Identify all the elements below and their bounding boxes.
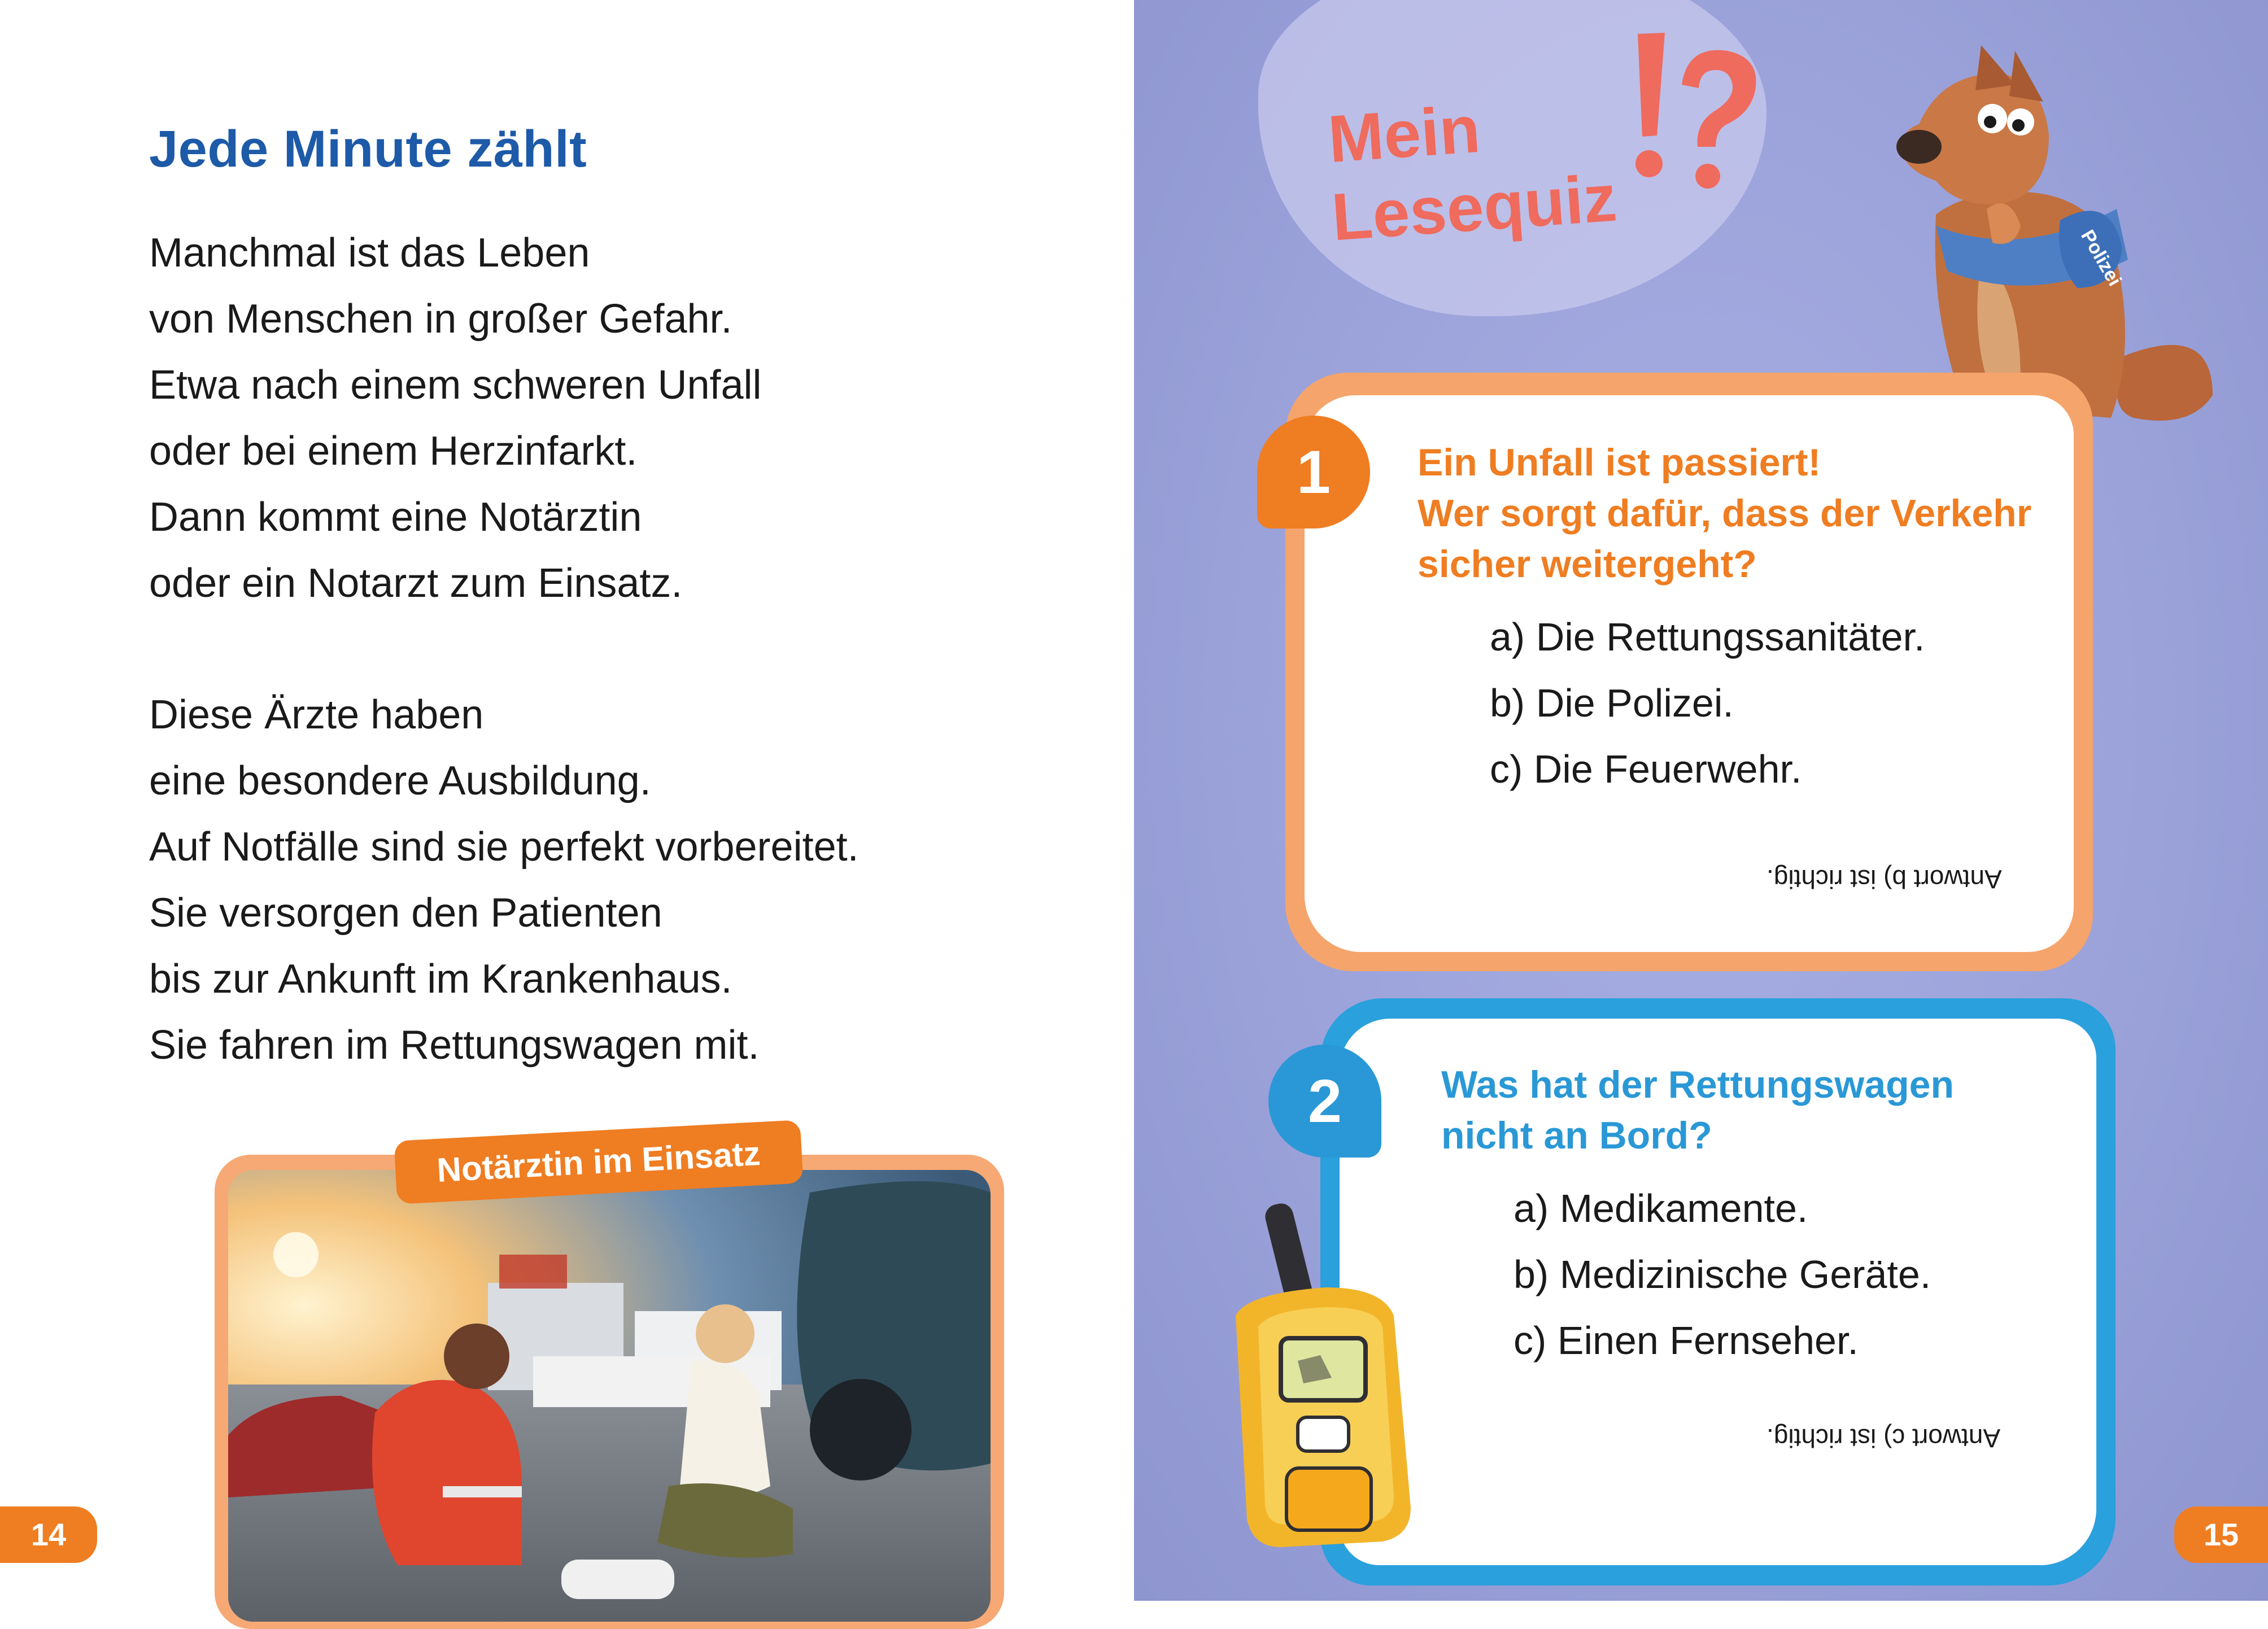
answer-option-a: a) Medikamente. xyxy=(1514,1186,1808,1230)
quiz-heading-line-1: Mein xyxy=(1325,91,1483,177)
text-line: Sie versorgen den Patienten xyxy=(149,890,662,936)
question-line: Ein Unfall ist passiert! xyxy=(1418,441,1821,484)
answer-option-b: b) Die Polizei. xyxy=(1490,681,1734,725)
question-number-badge-1: 1 xyxy=(1257,416,1370,529)
question-1-text xyxy=(1418,437,2031,589)
question-line: nicht an Bord? xyxy=(1441,1114,1712,1157)
text-line: Dann kommt eine Notärztin xyxy=(149,495,642,540)
text-line: bis zur Ankunft im Krankenhaus. xyxy=(149,957,732,1002)
answer-option-c: c) Die Feuerwehr. xyxy=(1490,747,1802,791)
question-line: Was hat der Rettungswagen xyxy=(1441,1063,1955,1106)
quiz-heading-line-2: Lesequiz xyxy=(1329,160,1619,255)
question-2-answer-upside-down: Antwort c) ist richtig. xyxy=(1767,1423,2001,1453)
photo-caption: Notärztin im Einsatz xyxy=(394,1120,804,1204)
question-1-options xyxy=(1490,604,1925,802)
text-line: von Menschen in großer Gefahr. xyxy=(149,296,732,342)
question-line: sicher weitergeht? xyxy=(1418,543,1757,586)
page-title: Jede Minute zählt xyxy=(149,120,587,178)
text-line: Auf Notfälle sind sie perfekt vorbereitet. xyxy=(149,824,859,870)
question-1-answer-upside-down: Antwort b) ist richtig. xyxy=(1767,864,2002,894)
paragraph-1 xyxy=(149,220,762,617)
exclamation-question-icon xyxy=(1603,23,1761,209)
page-number-left: 14 xyxy=(0,1506,97,1563)
text-line: Sie fahren im Rettungswagen mit. xyxy=(149,1023,760,1068)
text-line: Etwa nach einem schweren Unfall xyxy=(149,363,762,408)
question-line: Wer sorgt dafür, dass der Verkehr xyxy=(1418,492,2032,535)
page-number-right: 15 xyxy=(2174,1506,2268,1563)
text-line: oder bei einem Herzinfarkt. xyxy=(149,429,638,474)
right-page xyxy=(1134,0,2268,1601)
question-number-badge-2: 2 xyxy=(1268,1045,1381,1158)
answer-option-a: a) Die Rettungssanitäter. xyxy=(1490,615,1925,659)
question-2-options xyxy=(1514,1176,1931,1374)
question-2-text xyxy=(1441,1059,1954,1161)
emergency-photo xyxy=(228,1170,991,1622)
answer-option-c: c) Einen Fernseher. xyxy=(1514,1318,1859,1362)
text-line: Manchmal ist das Leben xyxy=(149,230,590,276)
text-line: oder ein Notarzt zum Einsatz. xyxy=(149,561,683,606)
vest-label: Polizei xyxy=(2077,226,2126,290)
text-line: Diese Ärzte haben xyxy=(149,692,484,737)
text-line: eine besondere Ausbildung. xyxy=(149,758,651,803)
answer-option-b: b) Medizinische Geräte. xyxy=(1514,1252,1931,1296)
paragraph-2 xyxy=(149,682,859,1078)
walkie-talkie-icon xyxy=(1213,1191,1450,1558)
left-page xyxy=(0,0,1134,1601)
